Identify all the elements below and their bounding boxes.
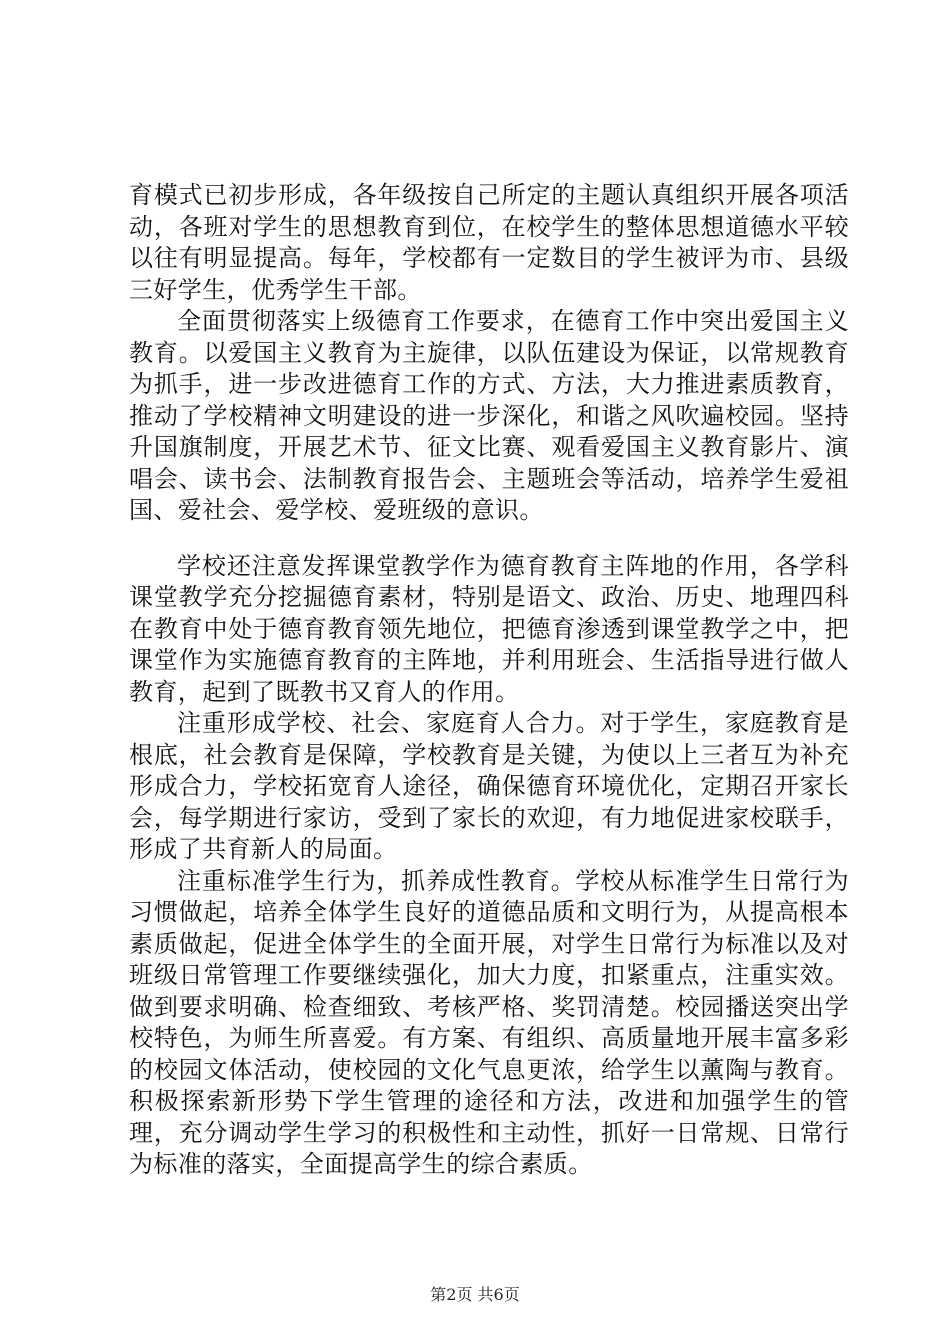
paragraph-4: 注重形成学校、社会、家庭育人合力。对于学生，家庭教育是根底，社会教育是保障，学校教育是关键，为使以上三者互为补充形成合力，学校拓宽育人途径，确保德育环境优化，定期召开家长会，每学期进行家访，受到了家长的欢迎，有力地促进家校联手，形成了共育新人的局面。 xyxy=(129,709,849,863)
paragraph-2: 全面贯彻落实上级德育工作要求，在德育工作中突出爱国主义教育。以爱国主义教育为主旋律，以队伍建设为保证，以常规教育为抓手，进一步改进德育工作的方式、方法，大力推进素质教育，推动了学校精神文明建设的进一步深化，和谐之风吹遍校园。坚持升国旗制度，开展艺术节、征文比赛、观看爱国主义教育影片、演唱会、读书会、法制教育报告会、主题班会等活动，培养学生爱祖国、爱社会、爱学校、爱班级的意识。 xyxy=(129,307,849,524)
body-text xyxy=(129,180,849,1181)
paragraph-1: 育模式已初步形成，各年级按自己所定的主题认真组织开展各项活动，各班对学生的思想教育到位，在校学生的整体思想道德水平较以往有明显提高。每年，学校都有一定数目的学生被评为市、县级三好学生，优秀学生干部。 xyxy=(129,181,849,304)
paragraph-5: 注重标准学生行为，抓养成性教育。学校从标准学生日常行为习惯做起，培养全体学生良好的道德品质和文明行为，从提高根本素质做起，促进全体学生的全面开展，对学生日常行为标准以及对班级日常管理工作要继续强化，加大力度，扣紧重点，注重实效。做到要求明确、检查细致、考核严格、奖罚清楚。校园播送突出学校特色，为师生所喜爱。有方案、有组织、高质量地开展丰富多彩的校园文体活动，使校园的文化气息更浓，给学生以薰陶与教育。积极探索新形势下学生管理的途径和方法，改进和加强学生的管理，充分调动学生学习的积极性和主动性，抓好一日常规、日常行为标准的落实，全面提高学生的综合素质。 xyxy=(129,866,849,1178)
page-number-footer: 第2页 共6页 xyxy=(430,1285,520,1304)
paragraph-3: 学校还注意发挥课堂教学作为德育教育主阵地的作用，各学科课堂教学充分挖掘德育素材，特别是语文、政治、历史、地理四科在教育中处于德育教育领先地位，把德育渗透到课堂教学之中，把课堂作为实施德育教育的主阵地，并利用班会、生活指导进行做人教育，起到了既教书又育人的作用。 xyxy=(129,551,849,706)
